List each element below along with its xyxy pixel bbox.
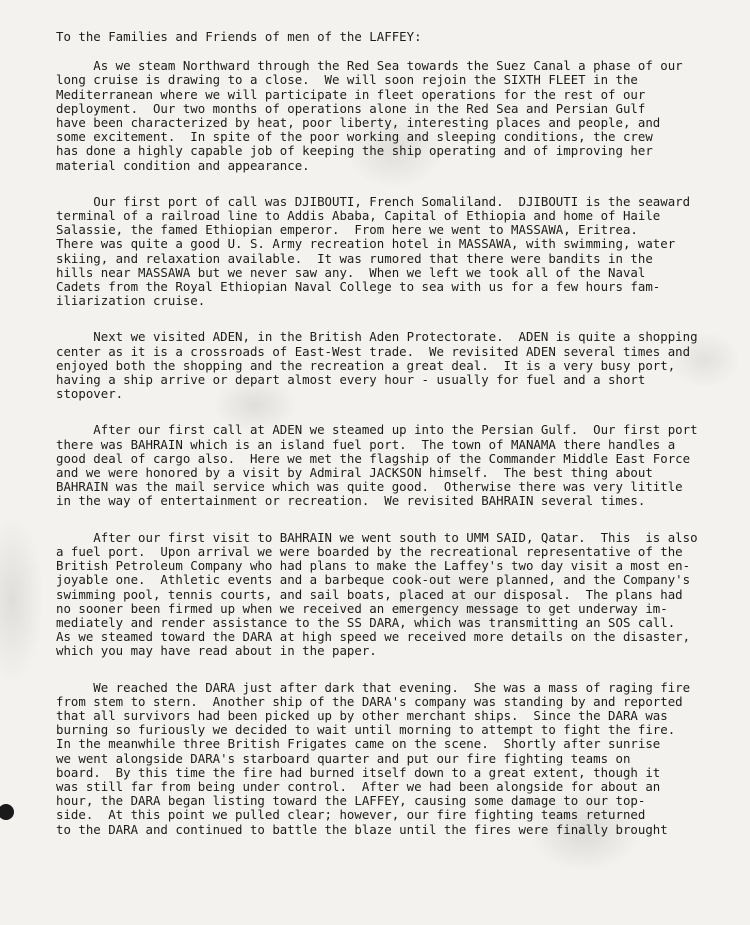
text-line: joyable one. Athletic events and a barbeque cook-out were planned, and the Company's — [56, 572, 691, 588]
text-line: no sooner been firmed up when we received an emergency message to get underway im- — [56, 600, 668, 616]
text-line: has done a highly capable job of keeping the ship operating and of improving her — [56, 143, 653, 159]
text-line: in the way of entertainment or recreation. We revisited BAHRAIN several times. — [56, 493, 646, 509]
letter-body — [56, 30, 716, 859]
text-line: side. At this point we pulled clear; however, our fire fighting teams returned — [56, 807, 646, 823]
text-line: BAHRAIN was the mail service which was quite good. Otherwise there was very lititle — [56, 479, 683, 495]
ink-blot — [0, 804, 14, 820]
text-line: that all survivors had been picked up by other merchant ships. Since the DARA was — [56, 707, 668, 723]
text-line: stopover. — [56, 386, 124, 402]
text-line: In the meanwhile three British Frigates came on the scene. Shortly after sunrise — [56, 736, 661, 752]
text-line: a fuel port. Upon arrival we were boarded by the recreational representative of the — [56, 543, 683, 559]
text-line: British Petroleum Company who had plans to make the Laffey's two day visit a most en- — [56, 558, 691, 574]
text-line: There was quite a good U. S. Army recreation hotel in MASSAWA, with swimming, water — [56, 236, 676, 252]
text-line: terminal of a railroad line to Addis Ababa, Capital of Ethiopia and home of Haile — [56, 208, 661, 224]
paragraph-djibouti — [56, 195, 716, 309]
text-line: good deal of cargo also. Here we met the flagship of the Commander Middle East Force — [56, 450, 691, 466]
text-line: and we were honored by a visit by Admiral JACKSON himself. The best thing about — [56, 465, 653, 481]
text-line: Cadets from the Royal Ethiopian Naval College to sea with us for a few hours fam- — [56, 279, 661, 295]
paragraph-umm-said — [56, 531, 716, 659]
text-line: was still far from being under control. After we had been alongside for about an — [56, 778, 661, 794]
text-line: burning so furiously we decided to wait until morning to attempt to fight the fire. — [56, 722, 676, 738]
text-line: there was BAHRAIN which is an island fuel port. The town of MANAMA there handles a — [56, 436, 676, 452]
text-line: Mediterranean where we will participate in fleet operations for the rest of our — [56, 86, 646, 102]
text-line: board. By this time the fire had burned itself down to a great extent, though it — [56, 764, 661, 780]
text-line: to the DARA and continued to battle the blaze until the fires were finally brought — [56, 821, 668, 837]
text-line: Salassie, the famed Ethiopian emperor. From here we went to MASSAWA, Eritrea. — [56, 222, 638, 238]
paragraph-aden — [56, 330, 716, 401]
text-line: After our first call at ADEN we steamed up into the Persian Gulf. Our first port — [56, 422, 698, 438]
paragraph-dara — [56, 681, 716, 837]
text-line: mediately and render assistance to the SS DARA, which was transmitting an SOS call. — [56, 614, 676, 630]
text-line: As we steam Northward through the Red Sea towards the Suez Canal a phase of our — [56, 58, 683, 74]
text-line: which you may have read about in the paper. — [56, 643, 377, 659]
text-line: iliarization cruise. — [56, 293, 206, 309]
text-line: enjoyed both the shopping and the recreation a great deal. It is a very busy port, — [56, 357, 676, 373]
text-line: center as it is a crossroads of East-West trade. We revisited ADEN several times and — [56, 343, 691, 359]
paragraph-red-sea — [56, 59, 716, 173]
text-line: Next we visited ADEN, in the British Aden Protectorate. ADEN is quite a shopping — [56, 329, 698, 345]
text-line: We reached the DARA just after dark that evening. She was a mass of raging fire — [56, 679, 691, 695]
text-line: some excitement. In spite of the poor working and sleeping conditions, the crew — [56, 129, 653, 145]
text-line: long cruise is drawing to a close. We will soon rejoin the SIXTH FLEET in the — [56, 72, 638, 88]
text-line: Our first port of call was DJIBOUTI, French Somaliland. DJIBOUTI is the seaward — [56, 193, 691, 209]
text-line: As we steamed toward the DARA at high speed we received more details on the disaster, — [56, 629, 691, 645]
text-line: we went alongside DARA's starboard quarter and put our fire fighting teams on — [56, 750, 631, 766]
text-line: hour, the DARA began listing toward the LAFFEY, causing some damage to our top- — [56, 793, 646, 809]
text-line: After our first visit to BAHRAIN we went south to UMM SAID, Qatar. This is also — [56, 529, 698, 545]
text-line: from stem to stern. Another ship of the DARA's company was standing by and reported — [56, 693, 683, 709]
text-line: material condition and appearance. — [56, 157, 310, 173]
text-line: skiing, and relaxation available. It was rumored that there were bandits in the — [56, 250, 653, 266]
paragraph-bahrain — [56, 423, 716, 508]
text-line: deployment. Our two months of operations alone in the Red Sea and Persian Gulf — [56, 100, 646, 116]
text-line: hills near MASSAWA but we never saw any. When we left we took all of the Naval — [56, 264, 646, 280]
text-line: having a ship arrive or depart almost every hour - usually for fuel and a short — [56, 372, 646, 388]
text-line: have been characterized by heat, poor liberty, interesting places and people, and — [56, 115, 661, 131]
salutation: To the Families and Friends of men of the LAFFEY: — [56, 29, 422, 44]
text-line: swimming pool, tennis courts, and sail boats, placed at our disposal. The plans had — [56, 586, 683, 602]
